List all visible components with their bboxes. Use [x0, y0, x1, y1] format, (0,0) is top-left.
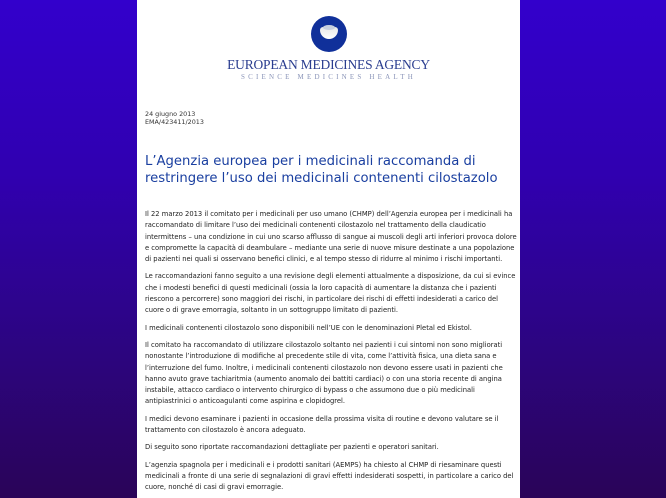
document-meta: [145, 110, 204, 126]
paragraph: I medici devono esaminare i pazienti in occasione della prossima visita di routine e devono valutare se il trattamento con cilostazolo è ancora adeguato.: [145, 414, 499, 435]
document-page: [137, 0, 520, 498]
ema-logo-icon: [311, 16, 347, 52]
paragraph: Le raccomandazioni fanno seguito a una revisione degli elementi attualmente a disposizione, da cui si evince che i modesti benefici di questi medicinali (ossia la loro capacità di aumentare la distanza che i pazienti riescono a percorrere) sono maggiori dei rischi, in particolare dei rischi di effetti indesiderati a carico del cuore o di grave emorragia, soltanto in un sottogruppo limitato di pazienti.: [145, 272, 516, 315]
paragraph: Il 22 marzo 2013 il comitato per i medicinali per uso umano (CHMP) dell’Agenzia europea per i medicinali ha raccomandato di limitare l’uso dei medicinali contenenti cilostazolo nel trattamento della claudicatio intermittens – una condizione in cui uno scarso afflusso di sangue ai muscoli degli arti inferiori provoca dolore e compromette la capacità di deambulare – mediante una serie di nuove misure destinate a una popolazione di pazienti nei quali si osservano benefici clinici, e al tempo stesso di ridurre al minimo i rischi importanti.: [145, 210, 517, 264]
paragraph: Di seguito sono riportate raccomandazioni dettagliate per pazienti e operatori sanitari.: [145, 443, 439, 452]
agency-tagline: SCIENCE MEDICINES HEALTH: [241, 73, 416, 81]
document-reference: EMA/423411/2013: [145, 118, 204, 126]
agency-logo: [137, 16, 520, 82]
agency-name: EUROPEAN MEDICINES AGENCY: [227, 57, 430, 72]
document-title: L’Agenzia europea per i medicinali raccomanda di restringere l’uso dei medicinali contenenti cilostazolo: [145, 154, 498, 186]
paragraph: Il comitato ha raccomandato di utilizzare cilostazolo soltanto nei pazienti i cui sintomi non sono migliorati nonostante l’introduzione di modifiche al precedente stile di vita, come l’attività fisica, una dieta sana e l’interruzione del fumo. Inoltre, i medicinali contenenti cilostazolo non devono essere usati in pazienti che hanno avuto grave tachiaritmia (aumento anomalo dei battiti cardiaci) o con una storia recente di angina instabile, attacco cardiaco o intervento chirurgico di bypass o che assumono due o più medicinali antipiastrinici o anticoagulanti come aspirina e clopidogrel.: [145, 340, 503, 406]
paragraph: L’agenzia spagnola per i medicinali e i prodotti sanitari (AEMPS) ha chiesto al CHMP di riesaminare questi medicinali a fronte di una serie di segnalazioni di gravi effetti indesiderati sospetti, in particolare a carico del cuore, nonché di casi di gravi emorragie.: [145, 460, 514, 492]
document-date: 24 giugno 2013: [145, 110, 196, 118]
paragraph: I medicinali contenenti cilostazolo sono disponibili nell’UE con le denominazioni Pletal ed Ekistol.: [145, 323, 472, 332]
document-body: [145, 209, 517, 498]
